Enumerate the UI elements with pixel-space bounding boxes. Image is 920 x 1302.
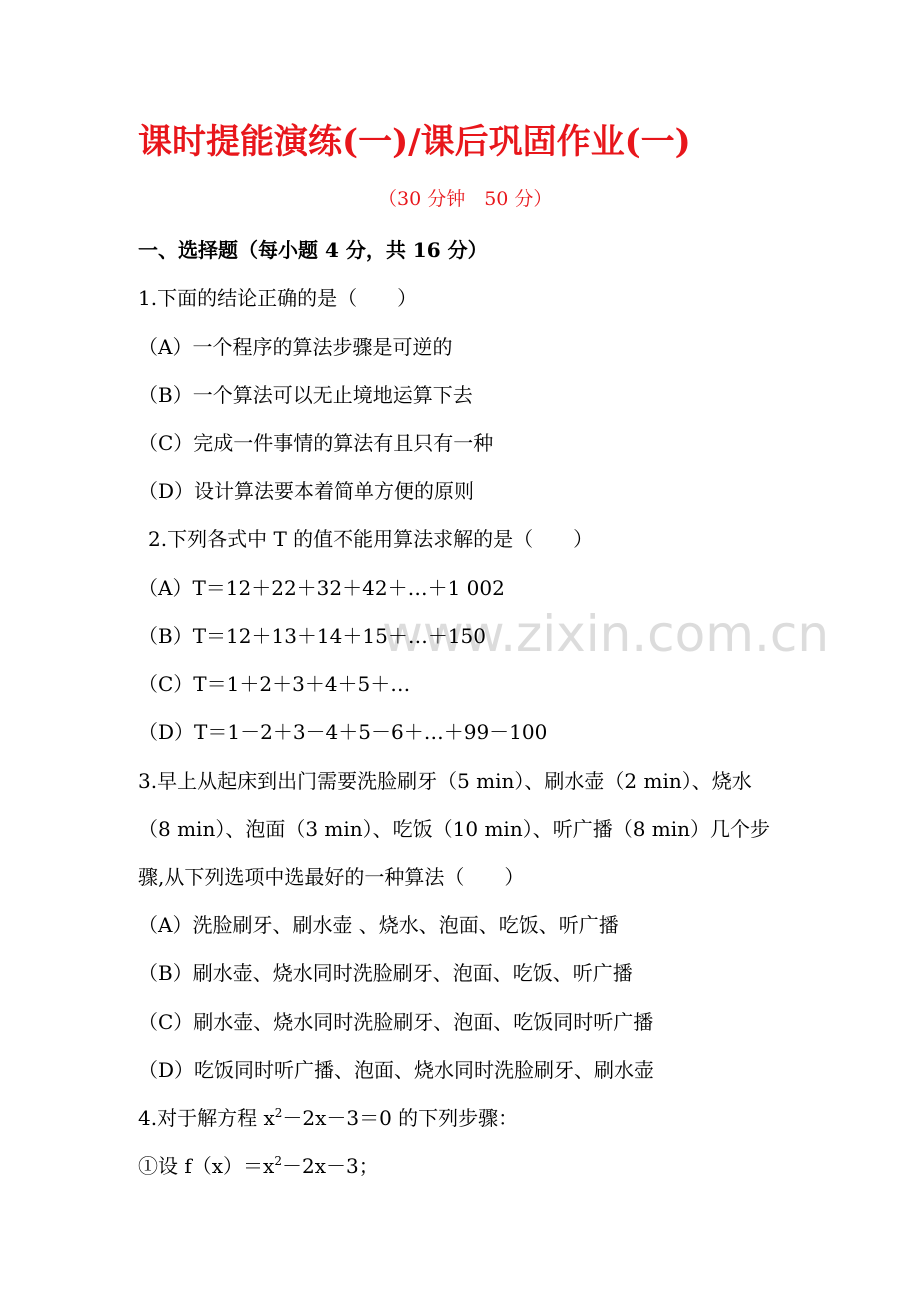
question-4-stem-post: －2x－3＝0 的下列步骤： <box>282 1106 519 1130</box>
question-4-stem <box>138 1104 518 1132</box>
section-heading: 一、选择题（每小题 4 分，共 16 分） <box>138 238 488 262</box>
watermark: www.zixin.com.cn <box>382 605 830 663</box>
question-1-option-d: （D）设计算法要本着简单方便的原则 <box>138 479 475 503</box>
question-3-option-b: （B）刷水壶、烧水同时洗脸刷牙、泡面、吃饭、听广播 <box>138 961 633 985</box>
question-1-option-c: （C）完成一件事情的算法有且只有一种 <box>138 431 494 455</box>
question-2-option-c: （C）T＝1＋2＋3＋4＋5＋… <box>138 672 411 696</box>
question-4-stem-pre: 4.对于解方程 x <box>138 1106 275 1130</box>
question-2-option-b: （B）T＝12＋13＋14＋15＋…＋150 <box>138 624 487 648</box>
question-4-step-1-post: －2x－3； <box>281 1154 379 1178</box>
question-3-option-a: （A）洗脸刷牙、刷水壶 、烧水、泡面、吃饭、听广播 <box>138 913 619 937</box>
question-4-step-1-exponent: 2 <box>274 1154 282 1168</box>
question-2-option-a: （A）T＝12＋22＋32＋42＋…＋1 002 <box>138 576 505 600</box>
question-1-option-b: （B）一个算法可以无止境地运算下去 <box>138 383 473 407</box>
question-1-option-a: （A）一个程序的算法步骤是可逆的 <box>138 335 453 359</box>
question-1-stem: 1.下面的结论正确的是（ ） <box>138 286 418 310</box>
question-4-step-1-pre: ①设 f（x）＝x <box>138 1154 275 1178</box>
question-4-step-1 <box>138 1152 379 1180</box>
question-2-option-d: （D）T＝1－2＋3－4＋5－6＋…＋99－100 <box>138 720 548 744</box>
page-subtitle: （30 分钟 50 分） <box>378 188 553 210</box>
question-2-stem: 2.下列各式中 T 的值不能用算法求解的是（ ） <box>148 527 594 551</box>
question-3-stem-line-1: 3.早上从起床到出门需要洗脸刷牙（5 min）、刷水壶（2 min）、烧水 <box>138 769 752 793</box>
question-3-option-d: （D）吃饭同时听广播、泡面、烧水同时洗脸刷牙、刷水壶 <box>138 1058 655 1082</box>
question-3-stem-line-2: （8 min）、泡面（3 min）、吃饭（10 min）、听广播（8 min）几个步 <box>138 817 771 841</box>
question-3-option-c: （C）刷水壶、烧水同时洗脸刷牙、泡面、吃饭同时听广播 <box>138 1010 654 1034</box>
question-4-exponent: 2 <box>274 1106 283 1120</box>
question-3-stem-line-3: 骤,从下列选项中选最好的一种算法（ ） <box>138 865 525 889</box>
page-title: 课时提能演练(一)/课后巩固作业(一) <box>138 122 691 162</box>
